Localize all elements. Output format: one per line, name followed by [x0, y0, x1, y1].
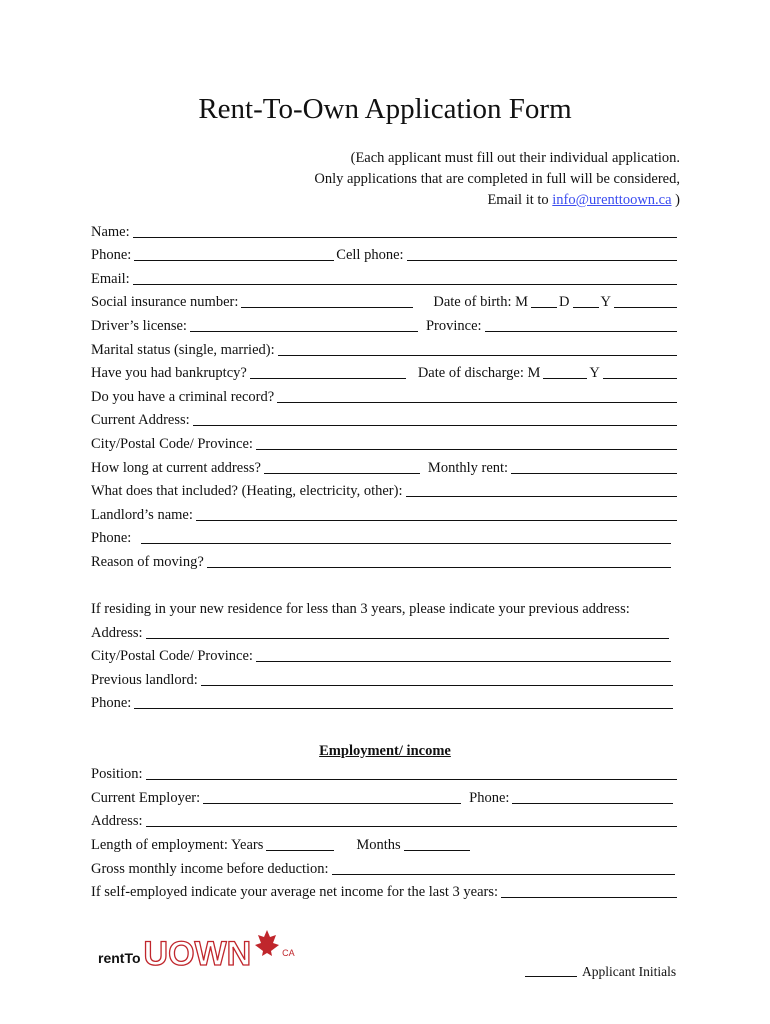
initials-field[interactable] — [525, 962, 577, 977]
dob-year-field[interactable] — [614, 293, 677, 308]
prev-address-field[interactable] — [146, 624, 669, 639]
length-row: Length of employment: Years Months — [91, 830, 679, 854]
dob-day-field[interactable] — [573, 293, 599, 308]
intro-text: (Each applicant must fill out their individual application. Only applications that are completed in full will be considered, Email it to info@urenttoown.ca ) — [314, 150, 680, 208]
address-field[interactable] — [193, 411, 677, 426]
applicant-section — [91, 217, 679, 901]
reason-field[interactable] — [207, 553, 671, 568]
name-field[interactable] — [133, 223, 677, 238]
email-link[interactable]: info@urenttoown.ca — [552, 192, 672, 208]
cell-phone-field[interactable] — [407, 246, 677, 261]
how-long-field[interactable] — [264, 459, 420, 474]
prev-city-field[interactable] — [256, 647, 671, 662]
marital-row: Marital status (single, married): — [91, 335, 679, 359]
landlord-phone-field[interactable] — [141, 529, 671, 544]
province-field[interactable] — [485, 317, 677, 332]
prev-phone-row: Phone: — [91, 689, 679, 713]
sin-row: Social insurance number: Date of birth: M D Y — [91, 288, 679, 312]
uown-logo — [98, 930, 295, 972]
bankruptcy-field[interactable] — [250, 364, 406, 379]
dob-month-field[interactable] — [531, 293, 557, 308]
sin-field[interactable] — [241, 293, 413, 308]
prev-landlord-row: Previous landlord: — [91, 665, 679, 689]
gross-row: Gross monthly income before deduction: — [91, 854, 679, 878]
employment-heading: Employment/ income — [319, 742, 451, 759]
employer-field[interactable] — [203, 789, 461, 804]
logo-ca-text: CA — [282, 948, 295, 958]
prev-phone-field[interactable] — [134, 694, 673, 709]
city-row: City/Postal Code/ Province: — [91, 429, 679, 453]
page-title: Rent-To-Own Application Form — [198, 93, 572, 125]
landlord-phone-row: Phone: — [91, 524, 679, 548]
reason-row: Reason of moving? — [91, 547, 679, 571]
included-row: What does that included? (Heating, electricity, other): — [91, 477, 679, 501]
name-row: Name: — [91, 217, 679, 241]
prev-landlord-field[interactable] — [201, 671, 673, 686]
license-field[interactable] — [190, 317, 418, 332]
emp-address-field[interactable] — [146, 812, 677, 827]
criminal-row: Do you have a criminal record? — [91, 382, 679, 406]
prev-city-row: City/Postal Code/ Province: — [91, 642, 679, 666]
maple-leaf-icon — [254, 930, 280, 958]
phone-field[interactable] — [134, 246, 334, 261]
bankruptcy-row: Have you had bankruptcy? Date of discharge: M Y — [91, 359, 679, 383]
email-field[interactable] — [133, 270, 677, 285]
phone-row: Phone: Cell phone: — [91, 241, 679, 265]
how-long-row: How long at current address? Monthly rent: — [91, 453, 679, 477]
landlord-field[interactable] — [196, 506, 677, 521]
applicant-initials: Applicant Initials — [525, 962, 676, 980]
logo-main-text: UOWN — [143, 935, 252, 973]
discharge-year-field[interactable] — [603, 364, 677, 379]
employer-phone-field[interactable] — [512, 789, 673, 804]
rent-field[interactable] — [511, 459, 677, 474]
marital-field[interactable] — [278, 341, 677, 356]
position-row: Position: — [91, 760, 679, 784]
landlord-row: Landlord’s name: — [91, 500, 679, 524]
gross-field[interactable] — [332, 860, 675, 875]
city-field[interactable] — [256, 435, 677, 450]
months-field[interactable] — [404, 836, 470, 851]
self-employed-row: If self-employed indicate your average net income for the last 3 years: — [91, 878, 679, 902]
discharge-month-field[interactable] — [543, 364, 587, 379]
included-field[interactable] — [406, 482, 678, 497]
criminal-field[interactable] — [277, 388, 677, 403]
email-row: Email: — [91, 264, 679, 288]
logo-sub-text: rentTo — [98, 950, 141, 966]
previous-note: If residing in your new residence for less than 3 years, please indicate your previous address: — [91, 601, 630, 618]
license-row: Driver’s license: Province: — [91, 311, 679, 335]
address-row: Current Address: — [91, 406, 679, 430]
self-employed-field[interactable] — [501, 883, 677, 898]
position-field[interactable] — [146, 765, 677, 780]
years-field[interactable] — [266, 836, 334, 851]
employer-row: Current Employer: Phone: — [91, 783, 679, 807]
prev-address-row: Address: — [91, 618, 679, 642]
emp-address-row: Address: — [91, 807, 679, 831]
